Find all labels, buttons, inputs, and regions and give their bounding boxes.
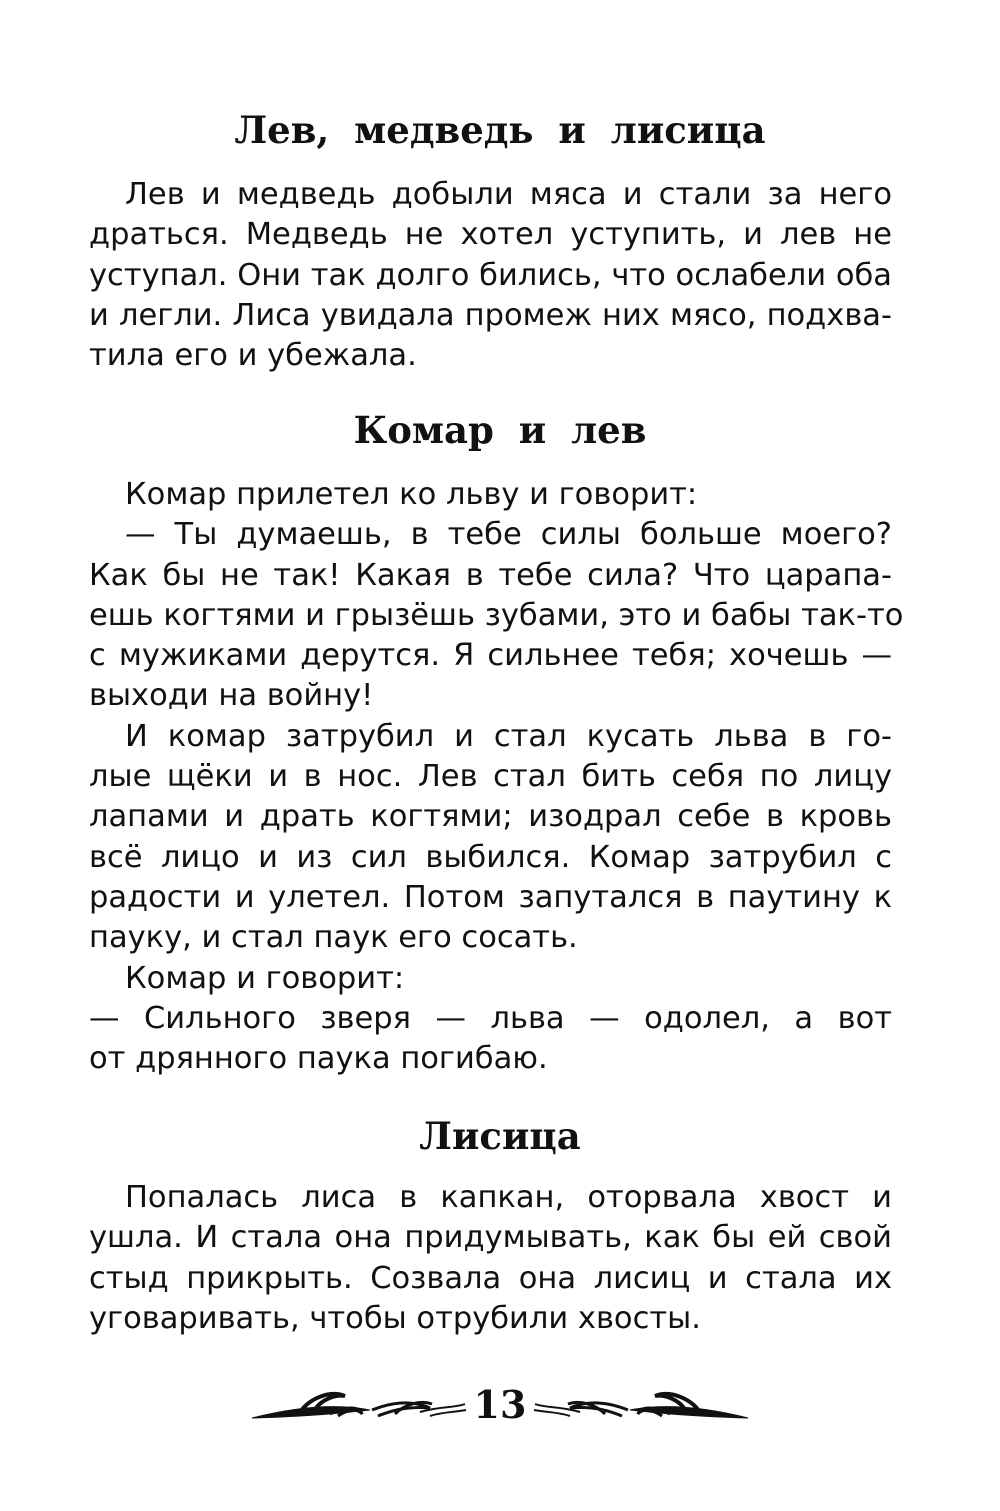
text-line: стыд прикрыть. Созвала она лисиц и стала их xyxy=(89,1260,892,1296)
text-line: лые щёки и в нос. Лев стал бить себя по лицу xyxy=(89,759,892,795)
text-line: уступал. Они так долго бились, что ослабели оба xyxy=(89,257,892,293)
text-line: тила его и убежала. xyxy=(89,338,417,374)
text-line: выходи на войну! xyxy=(89,678,374,714)
text-line: ушла. И стала она придумывать, как бы ей свой xyxy=(89,1220,892,1256)
text-line: Попалась лиса в капкан, оторвала хвост и xyxy=(125,1180,892,1215)
text-line: ешь когтями и грызёшь зубами, это и бабы так-то xyxy=(89,597,904,633)
text-line: — Ты думаешь, в тебе силы больше моего? xyxy=(125,517,892,553)
text-line: с мужиками дерутся. Я сильнее тебя; хочешь — xyxy=(89,638,892,674)
text-line: всё лицо и из сил выбился. Комар затрубил с xyxy=(89,839,892,875)
text-line: от дрянного паука погибаю. xyxy=(89,1041,548,1077)
story-title: Лев, медведь и лисица xyxy=(234,108,766,152)
text-line: Лев и медведь добыли мяса и стали за него xyxy=(125,177,892,212)
text-line: И комар затрубил и стал кусать льва в го- xyxy=(125,718,892,754)
text-line: драться. Медведь не хотел уступить, и лев не xyxy=(89,217,892,253)
text-line: и легли. Лиса увидала промеж них мясо, подхва- xyxy=(89,297,892,333)
text-line: лапами и драть когтями; изодрал себе в кровь xyxy=(89,799,892,835)
page-footer xyxy=(0,1376,1000,1466)
text-line: пауку, и стал паук его сосать. xyxy=(89,920,578,956)
story-text xyxy=(89,1178,892,1339)
text-line: Комар прилетел ко льву и говорит: xyxy=(125,477,698,512)
text-line: радости и улетел. Потом запутался в паутину к xyxy=(89,879,892,915)
text-line: Комар и говорит: xyxy=(125,960,405,996)
story-text xyxy=(89,175,892,376)
story-title: Комар и лев xyxy=(353,408,647,452)
text-line: уговаривать, чтобы отрубили хвосты. xyxy=(89,1300,701,1336)
text-line: Как бы не так! Какая в тебе сила? Что царапа- xyxy=(89,557,892,593)
story-title: Лисица xyxy=(419,1114,581,1158)
page-number: 13 xyxy=(473,1382,527,1427)
story-text xyxy=(89,475,904,1079)
text-line: — Сильного зверя — льва — одолел, а вот xyxy=(89,1000,892,1036)
